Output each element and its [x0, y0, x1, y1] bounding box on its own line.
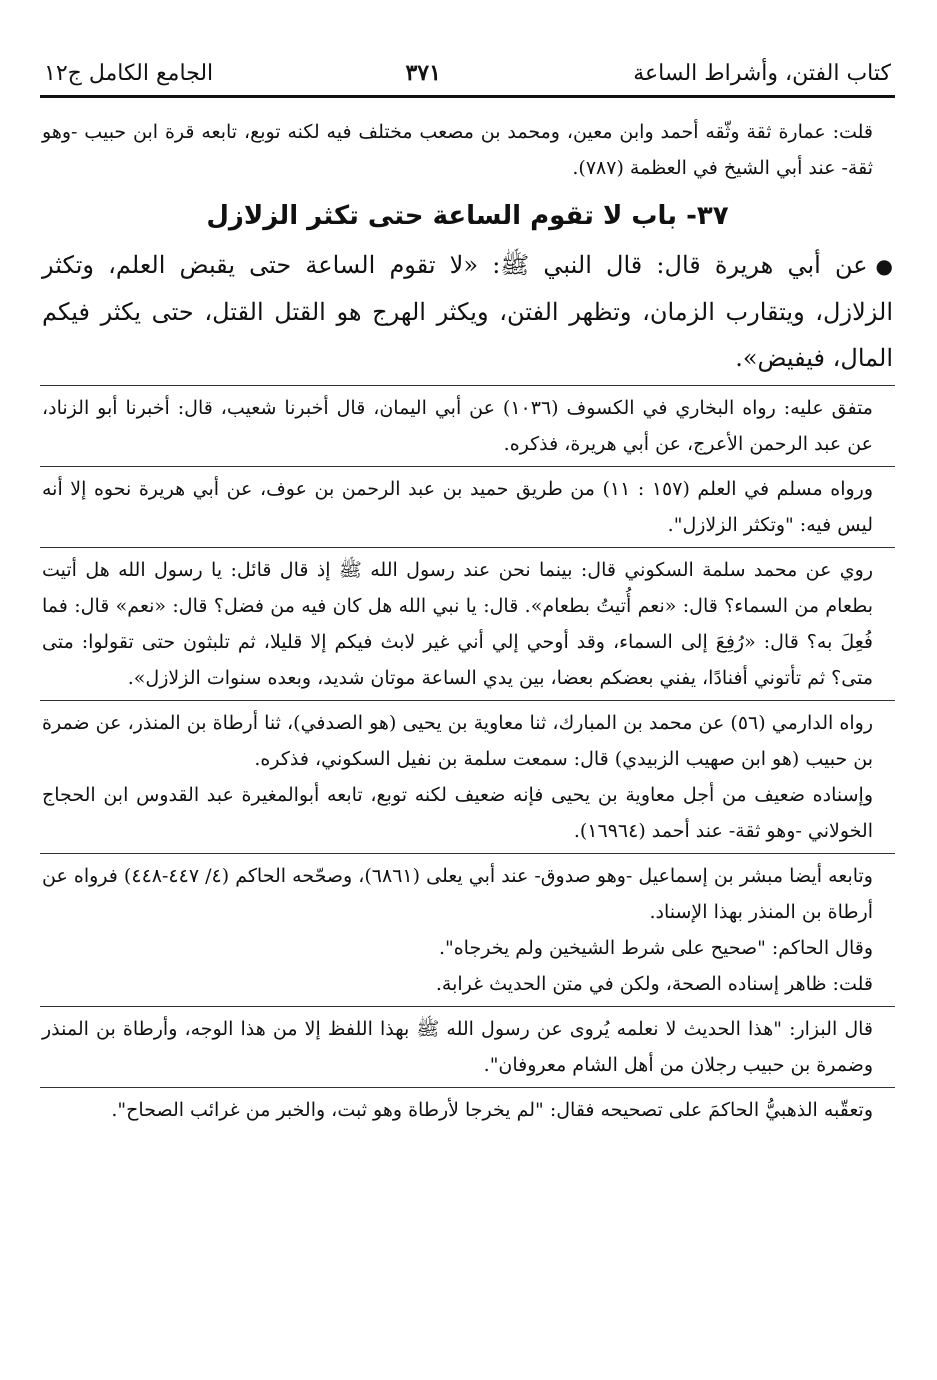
page-number: ٣٧١ — [405, 60, 441, 86]
section-heading: ٣٧- باب لا تقوم الساعة حتى تكثر الزلازل — [206, 201, 729, 231]
divider — [40, 547, 895, 548]
commentary-paragraph: وإسناده ضعيف من أجل معاوية بن يحيى فإنه ضعيف لكنه توبع، تابعه أبوالمغيرة عبد القدوس ابن الحجاج الخولاني -وهو ثقة- عند أحمد (١٦٩٦٤). — [42, 784, 873, 842]
divider — [40, 466, 895, 467]
page-header — [40, 58, 895, 95]
commentary-paragraph: وتابعه أيضا مبشر بن إسماعيل -وهو صدوق- عند أبي يعلى (٦٨٦١)، وصحّحه الحاكم (٤/ ٤٤٧-٤٤٨) فرواه عن أرطاة بن المنذر بهذا الإسناد. — [42, 865, 873, 923]
divider — [40, 1006, 895, 1007]
commentary-paragraph: ورواه مسلم في العلم (١٥٧ : ١١) من طريق حميد بن عبد الرحمن بن عوف، عن أبي هريرة نحوه إلا أنه ليس فيه: "وتكثر الزلازل". — [42, 478, 873, 536]
divider — [40, 385, 895, 386]
chapter-title: كتاب الفتن، وأشراط الساعة — [633, 61, 891, 86]
commentary-paragraph: قال البزار: "هذا الحديث لا نعلمه يُروى عن رسول الله ﷺ بهذا اللفظ إلا من هذا الوجه، وأرطاة بن المنذر وضمرة بن حبيب رجلان من أهل الشام معروفان". — [42, 1018, 873, 1076]
commentary-paragraph: وقال الحاكم: "صحيح على شرط الشيخين ولم يخرجاه". — [438, 937, 873, 959]
book-title: الجامع الكامل ج١٢ — [44, 61, 214, 86]
hadith-text — [40, 242, 895, 381]
header-rule — [40, 95, 895, 98]
commentary-paragraph: متفق عليه: رواه البخاري في الكسوف (١٠٣٦) عن أبي اليمان، قال أخبرنا شعيب، قال: أخبرنا أبو الزناد، عن عبد الرحمن الأعرج، عن أبي هريرة، فذكره. — [42, 397, 873, 455]
commentary-paragraph: قلت: ظاهر إسناده الصحة، ولكن في متن الحديث غرابة. — [435, 973, 873, 995]
commentary-paragraph: روي عن محمد سلمة السكوني قال: بينما نحن عند رسول الله ﷺ إذ قال قائل: يا رسول الله هل أتيت بطعام من السماء؟ قال: «نعم أُتيتُ بطعام». قال: يا نبي الله هل كان فيه من فضل؟ قال: «نعم» قال: فما فُعِلَ به؟ قال: «رُفِعَ إلى السماء، وقد أوحي إلي أني غير لابث فيكم إلا قليلا، ثم تلبثون حتى تقولوا: متى متى؟ ثم تأتوني أفنادًا، يفني بعضكم بعضا، بين يدي الساعة موتان شديد، وبعده سنوات الزلازل». — [42, 559, 873, 689]
divider — [40, 1087, 895, 1088]
commentary-paragraph: رواه الدارمي (٥٦) عن محمد بن المبارك، ثنا معاوية بن يحيى (هو الصدفي)، ثنا أرطاة بن المنذر، عن ضمرة بن حبيب (هو ابن صهيب الزبيدي) قال: سمعت سلمة بن نفيل السكوني، فذكره. — [42, 712, 873, 770]
book-page — [40, 58, 895, 1128]
commentary-paragraph: وتعقّبه الذهبيُّ الحاكمَ على تصحيحه فقال: "لم يخرجا لأرطاة وهو ثبت، والخبر من غرائب الصحاح". — [111, 1099, 873, 1121]
bullet-icon: ● — [875, 254, 893, 278]
divider — [40, 700, 895, 701]
divider — [40, 853, 895, 854]
intro-paragraph: قلت: عمارة ثقة وثّقه أحمد وابن معين، ومحمد بن مصعب مختلف فيه لكنه توبع، تابعه قرة ابن حبيب -وهو ثقة- عند أبي الشيخ في العظمة (٧٨٧). — [42, 121, 873, 179]
hadith-body: عن أبي هريرة قال: قال النبي ﷺ: «لا تقوم الساعة حتى يقبض العلم، وتكثر الزلازل، ويتقارب الزمان، وتظهر الفتن، ويكثر الهرج هو القتل القتل، حتى يكثر فيكم المال، فيفيض». — [42, 251, 893, 372]
